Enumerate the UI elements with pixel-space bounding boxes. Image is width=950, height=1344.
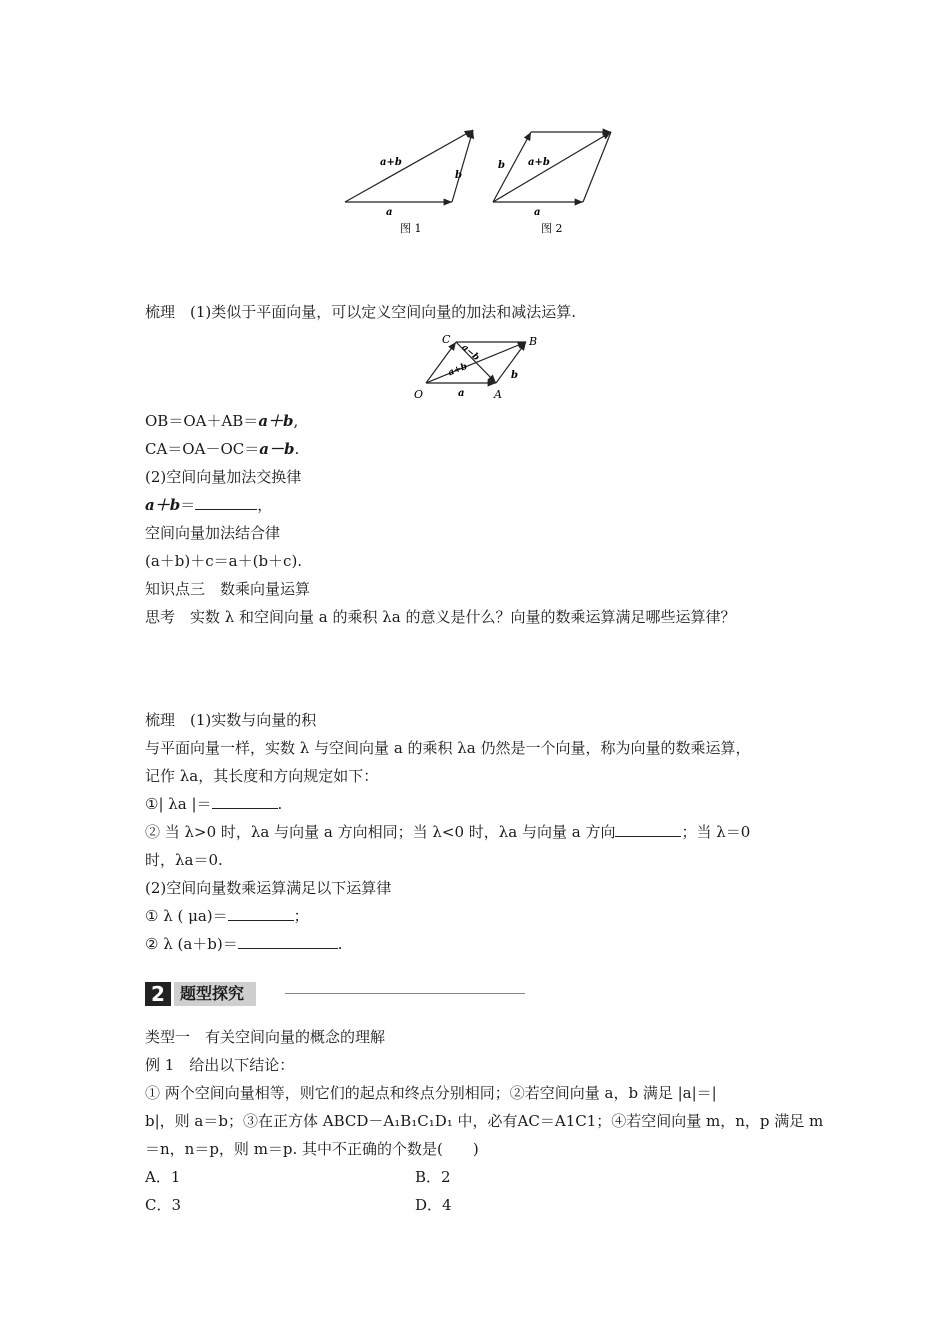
line-4: (2)空间向量加法交换律 [145, 468, 302, 486]
label-C: C [442, 333, 451, 346]
line-7: (a＋b)＋c＝a＋(b＋c). [145, 552, 303, 570]
line-9: 思考 实数 λ 和空间向量 a 的乘积 λa 的意义是什么？向量的数乘运算满足哪些运算律？ [145, 608, 736, 626]
option-d[interactable]: D．4 [415, 1196, 452, 1214]
example-line: 例 1 给出以下结论： [145, 1056, 295, 1074]
caption: 图 1 [400, 222, 422, 235]
line-6: 空间向量加法结合律 [145, 524, 281, 542]
label-b: b [498, 160, 505, 171]
section-header [145, 982, 525, 1006]
answer-blank[interactable] [195, 495, 257, 510]
label-sum: a+b [528, 157, 550, 168]
option-c[interactable]: C．3 [145, 1196, 182, 1214]
edge-right [583, 132, 611, 202]
figure-2 [488, 120, 618, 240]
label-b: b [455, 170, 462, 181]
line-14: ② 当 λ>0 时，λa 与向量 a 方向相同；当 λ<0 时，λa 与向量 a 方向 ；当 λ＝0 [145, 823, 751, 841]
line-11: 与平面向量一样，实数 λ 与空间向量 a 的乘积 λa 仍然是一个向量，称为向量的数乘运算， [145, 739, 751, 757]
line-15: 时，λa＝0. [145, 851, 223, 869]
line-2: OB＝OA＋AB＝a＋b, [145, 412, 299, 430]
vector-sum [493, 132, 611, 202]
vector-b [452, 130, 473, 202]
section-title: 题型探究 [174, 982, 256, 1006]
line-12: 记作 λa，其长度和方向规定如下： [145, 767, 379, 785]
problem-line-1: ① 两个空间向量相等，则它们的起点和终点分别相同；②若空间向量 a，b 满足 |a|＝| [145, 1084, 717, 1102]
section-rule [285, 993, 525, 994]
line-3: CA＝OA－OC＝a－b. [145, 440, 300, 458]
answer-blank[interactable] [212, 794, 278, 809]
line-10: 梳理 (1)实数与向量的积 [145, 711, 317, 729]
problem-line-2: b|，则 a＝b；③在正方体 ABCD－A₁B₁C₁D₁ 中，必有AC＝A1C1；④若空间向量 m，n，p 满足 m [145, 1112, 824, 1130]
vector-sum [345, 130, 473, 202]
label-A: A [494, 388, 502, 401]
answer-blank[interactable] [615, 822, 681, 837]
answer-blank[interactable] [238, 934, 338, 949]
line-18: ② λ (a＋b)＝ . [145, 935, 343, 953]
section-number: 2 [145, 982, 171, 1006]
option-b[interactable]: B．2 [415, 1168, 451, 1186]
label-sum: a+b [446, 361, 469, 379]
figure-3 [408, 330, 548, 402]
label-sum: a+b [380, 157, 402, 168]
type-line: 类型一 有关空间向量的概念的理解 [145, 1028, 386, 1046]
problem-line-3: ＝n，n＝p，则 m＝p. 其中不正确的个数是( ) [145, 1140, 479, 1158]
answer-blank[interactable] [228, 906, 294, 921]
line-16: (2)空间向量数乘运算满足以下运算律 [145, 879, 392, 897]
line-8: 知识点三 数乘向量运算 [145, 580, 311, 598]
label-O: O [414, 388, 424, 401]
label-a: a [534, 207, 541, 218]
caption: 图 2 [541, 222, 563, 235]
line-13: ①| λa |＝ . [145, 795, 283, 813]
label-a: a [386, 207, 393, 218]
label-b: b [511, 370, 518, 381]
option-a[interactable]: A．1 [145, 1168, 181, 1186]
label-B: B [529, 335, 538, 348]
line-17: ① λ ( μa)＝ ； [145, 907, 309, 925]
figure-1 [340, 120, 485, 240]
label-diff: a−b [459, 342, 481, 364]
label-a: a [458, 388, 465, 399]
line-5: a＋b＝ ， [145, 496, 273, 514]
line-1: 梳理 (1)类似于平面向量，可以定义空间向量的加法和减法运算. [145, 303, 577, 321]
